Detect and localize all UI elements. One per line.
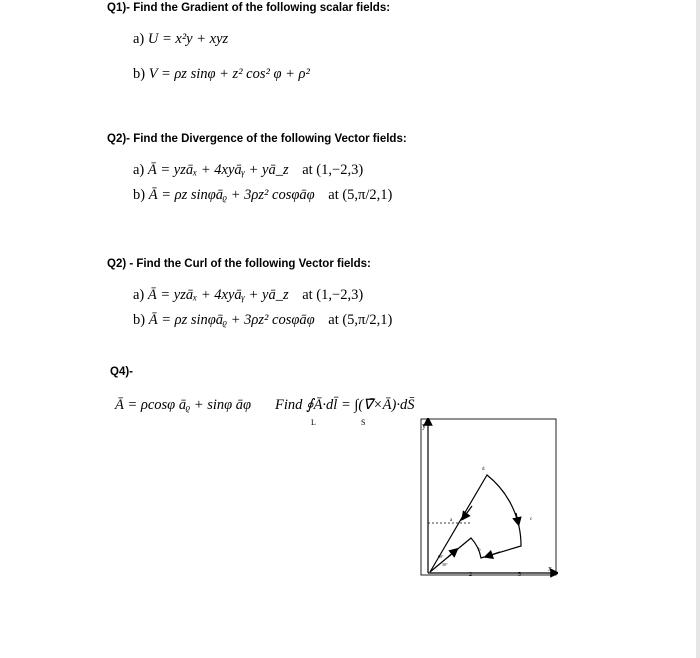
q1-b xyxy=(133,66,310,83)
q3-a-label: a) xyxy=(133,287,145,303)
q3-b xyxy=(133,312,392,329)
q4-sub-l: L xyxy=(311,418,316,427)
angle-60-label: 60° xyxy=(438,554,444,559)
x-tick-5: 5 xyxy=(518,572,521,578)
path-diagram xyxy=(420,418,558,578)
q2-a-label: a) xyxy=(133,162,145,178)
q3-heading: Q2) - Find the Curl of the following Vector fields: xyxy=(107,258,371,270)
q2-a-point: at (1,−2,3) xyxy=(302,162,364,178)
arrow-a xyxy=(448,551,455,557)
angle-30-label: 30° xyxy=(442,562,448,567)
q2-b-point: at (5,π/2,1) xyxy=(328,187,393,203)
arrow-b xyxy=(488,552,500,556)
q1-a-expr: U = x²y + xyz xyxy=(147,31,229,47)
q3-a-expr: Ā = yzāₓ + 4xyāᵧ + yā_z xyxy=(147,287,289,303)
q2-a xyxy=(133,162,363,179)
closed-path xyxy=(430,475,521,572)
q1-a xyxy=(133,31,228,48)
point-b-label: b xyxy=(478,548,481,553)
q1-heading: Q1)- Find the Gradient of the following scalar fields: xyxy=(107,2,391,14)
point-c-label: c xyxy=(530,517,533,522)
q3-b-expr: Ā = ρz sinφāᵨ + 3ρz² cosφāφ xyxy=(148,312,315,328)
q3-b-point: at (5,π/2,1) xyxy=(328,312,393,328)
q1-a-label: a) xyxy=(133,31,145,47)
q3-b-label: b) xyxy=(133,312,146,328)
point-a-label: a xyxy=(450,518,453,523)
q2-b xyxy=(133,187,392,204)
q1-b-expr: V = ρz sinφ + z² cos² φ + ρ² xyxy=(148,66,310,82)
x-axis-label: x xyxy=(548,564,552,573)
q1-b-label: b) xyxy=(133,66,146,82)
q2-b-label: b) xyxy=(133,187,146,203)
q4-heading: Q4)- xyxy=(110,366,133,378)
q3-a-point: at (1,−2,3) xyxy=(302,287,364,303)
page-edge xyxy=(696,0,700,658)
q2-b-expr: Ā = ρz sinφāᵨ + 3ρz² cosφāφ xyxy=(148,187,315,203)
q3-a xyxy=(133,287,363,304)
q2-heading: Q2)- Find the Divergence of the following Vector fields: xyxy=(107,133,407,145)
q4-find: Find ∮Ā·dl̄ = ∫(∇̄×Ā)·dS̄ xyxy=(275,397,415,413)
x-tick-2: 2 xyxy=(469,572,472,578)
q2-a-expr: Ā = yzāₓ + 4xyāᵧ + yā_z xyxy=(147,162,289,178)
q4-sub-s: S xyxy=(361,418,366,427)
point-d-label: d xyxy=(482,467,485,472)
diagram-frame xyxy=(421,419,556,575)
y-axis-label: y xyxy=(422,421,426,430)
q4-field: Ā = ρcosφ āᵨ + sinφ āφ xyxy=(115,397,252,413)
